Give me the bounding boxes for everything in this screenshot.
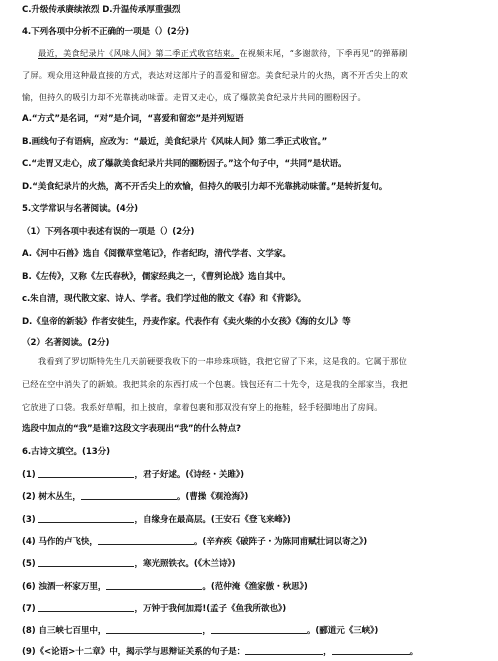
- q5-passage-line-3: 它放进了口袋。我系好草帽，扣上披肩，拿着包裹和那双没有穿上的拖鞋，轻手轻脚地出了房间。: [22, 402, 383, 412]
- answer-blank[interactable]: [332, 645, 410, 655]
- item-text: ，自缘身在最高层。(王安石《登飞来峰》): [134, 515, 291, 525]
- q6-item-6: [22, 580, 482, 593]
- q4-passage-line-2: 了屏。观众用这种最直接的方式，表达对这部片子的喜爱和留恋。美食纪录片的火热，离不开舌尖上的欢: [22, 70, 408, 80]
- passage-text: 在视频末尾，“多谢款待，下季再见”的弹幕刷: [239, 48, 408, 58]
- q4-option-a: A.“方式”是名词，“对”是介词，“喜爱和留恋”是并列短语: [22, 114, 244, 124]
- answer-blank[interactable]: [245, 645, 323, 655]
- answer-blank[interactable]: [38, 602, 134, 612]
- q6-item-9: [22, 645, 482, 658]
- q5-1-stem: （1）下列各项中表述有误的一项是（）(2分): [22, 227, 195, 237]
- q5-option-b: B.《左传》，又称《左氏春秋》，儒家经典之一，《曹刿论战》选自其中。: [22, 272, 291, 282]
- q6-item-7: [22, 602, 482, 615]
- answer-blank[interactable]: [81, 490, 177, 500]
- answer-blank[interactable]: [38, 557, 134, 567]
- item-number: (1): [22, 470, 36, 480]
- q6-item-1: [22, 468, 482, 481]
- q6-item-5: [22, 557, 482, 570]
- q4-option-b: B.画线句子有语病，应改为：“最近，美食纪录片《风味人间》第二季正式收官。”: [22, 137, 328, 147]
- answer-blank[interactable]: [98, 535, 194, 545]
- q6-item-3: [22, 513, 482, 526]
- comma: ，: [323, 647, 332, 657]
- q6-item-4: [22, 535, 482, 548]
- item-text: (4) 马作的卢飞快，: [22, 537, 98, 547]
- answer-blank[interactable]: [106, 624, 202, 634]
- item-number: (7): [22, 604, 36, 614]
- item-number: (5): [22, 559, 36, 569]
- q5-passage-line-1: 我看到了罗切斯特先生几天前硬要我收下的一串珍珠项链，我把它留了下来，这是我的。它属于那位: [38, 356, 408, 366]
- underlined-sentence: 最近，美食纪录片《风味人间》第二季正式收官结束。: [38, 48, 240, 58]
- item-source: 。(辛弃疾《破阵子・为陈同甫赋壮词以寄之》): [193, 537, 368, 547]
- q5-option-a: A.《河中石兽》选自《阅微草堂笔记》，作者纪昀，清代学者、文学家。: [22, 249, 291, 259]
- item-text: ，君子好逑。(《诗经・关雎》): [134, 470, 244, 480]
- period: 。: [409, 647, 419, 657]
- answer-blank[interactable]: [211, 624, 307, 634]
- item-text: (8) 自三峡七百里中，: [22, 626, 107, 636]
- answer-blank[interactable]: [38, 468, 134, 478]
- q5-option-c: c.朱自清，现代散文家、诗人、学者。我们学过他的散文《春》和《背影》。: [22, 294, 307, 304]
- item-text: (6) 浊酒一杯家万里，: [22, 582, 107, 592]
- q4-option-d: D.“美食纪录片的火热，离不开舌尖上的欢愉，但持久的吸引力却不光靠挑动味蕾。”是转折复句。: [22, 182, 388, 192]
- q6-item-2: [22, 490, 482, 503]
- item-number: (3): [22, 515, 36, 525]
- item-text: ，万钟于我何加焉!(孟子《鱼我所欲也》): [134, 604, 287, 614]
- item-text: (2) 树木丛生，: [22, 492, 81, 502]
- q5-2-question: 选段中加点的“我”是谁?这段文字表现出“我”的什么特点?: [22, 424, 241, 434]
- item-text: (9)《<论语>十二章》中，揭示学与思辩证关系的句子是：: [22, 647, 246, 657]
- q4-passage-line-1: [38, 47, 482, 59]
- q6-stem: 6.古诗文填空。(13分): [22, 447, 110, 457]
- q5-option-d: D.《皇帝的新装》作者安徒生，丹麦作家。代表作有《卖火柴的小女孩》《海的女儿》等: [22, 317, 351, 327]
- q3-options-cd: C.升级传承赓续浓烈 D.升温传承厚重强烈: [22, 5, 181, 15]
- q4-passage-line-3: 愉，但持久的吸引力却不光靠挑动味蕾。走胃又走心，成了爆款美食纪录片共同的圈粉因子。: [22, 92, 366, 102]
- q4-option-c: C.“走胃又走心，成了爆款美食纪录片共同的圈粉因子。”这个句子中，“共同”是状语。: [22, 159, 347, 169]
- q5-passage-line-2: 已经在空中消失了的新娘。我把其余的东西打成一个包裹。钱包还有二十先令，这是我的全部家当，我把: [22, 379, 408, 389]
- comma: ，: [202, 626, 211, 636]
- answer-blank[interactable]: [106, 580, 202, 590]
- q5-2-stem: （2）名著阅读。(2分): [22, 338, 110, 348]
- q6-item-8: [22, 624, 482, 637]
- answer-blank[interactable]: [38, 513, 134, 523]
- item-source: 。(曹操《观沧海》): [176, 492, 249, 502]
- item-text: ，寒光照铁衣。(《木兰诗》): [134, 559, 236, 569]
- q4-stem: 4.下列各项中分析不正确的一项是（）(2分): [22, 27, 189, 37]
- q5-stem: 5.文学常识与名著阅读。(4分): [22, 204, 139, 214]
- item-source: 。(郦道元《三峡》): [306, 626, 379, 636]
- item-source: 。(范仲淹《渔家傲・秋思》): [202, 582, 308, 592]
